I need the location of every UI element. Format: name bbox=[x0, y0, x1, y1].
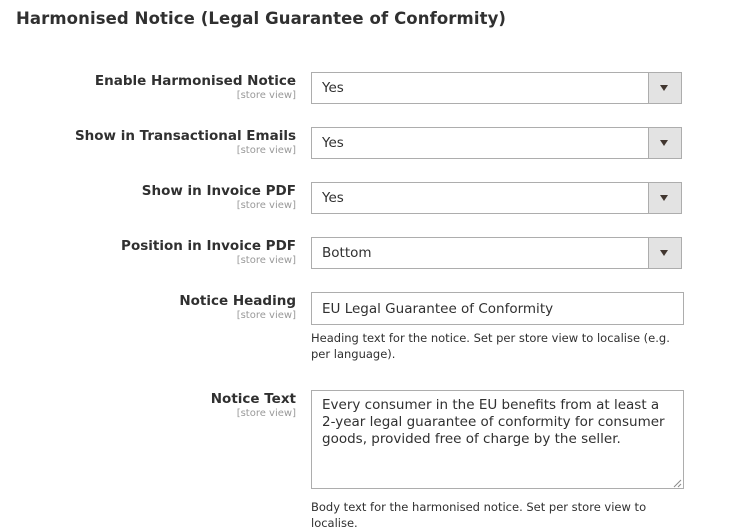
enable-notice-scope: [store view] bbox=[236, 90, 296, 101]
notice-text-label: Notice Text bbox=[210, 391, 296, 407]
pdf-position-scope: [store view] bbox=[236, 255, 296, 266]
transactional-emails-scope: [store view] bbox=[236, 145, 296, 156]
invoice-pdf-scope: [store view] bbox=[236, 200, 296, 211]
notice-text-textarea[interactable] bbox=[311, 390, 684, 489]
notice-heading-scope: [store view] bbox=[236, 310, 296, 321]
pdf-position-label-group bbox=[121, 238, 296, 267]
resize-grip-icon[interactable] bbox=[673, 479, 682, 488]
transactional-emails-select[interactable] bbox=[311, 127, 682, 159]
invoice-pdf-value: Yes bbox=[322, 190, 344, 206]
enable-notice-value: Yes bbox=[322, 80, 344, 96]
transactional-emails-dropdown-button[interactable] bbox=[648, 128, 681, 158]
enable-notice-label: Enable Harmonised Notice bbox=[94, 73, 296, 89]
pdf-position-select[interactable] bbox=[311, 237, 682, 269]
notice-heading-input[interactable] bbox=[311, 292, 684, 325]
invoice-pdf-select[interactable] bbox=[311, 182, 682, 214]
notice-text-note: Body text for the harmonised notice. Set per store view to localise. bbox=[311, 500, 647, 530]
section-title: Harmonised Notice (Legal Guarantee of Conformity) bbox=[16, 9, 507, 28]
chevron-down-icon bbox=[660, 85, 668, 91]
chevron-down-icon bbox=[660, 250, 668, 256]
transactional-emails-value: Yes bbox=[322, 135, 344, 151]
enable-notice-select[interactable] bbox=[311, 72, 682, 104]
notice-heading-note: Heading text for the notice. Set per store view to localise (e.g. per language). bbox=[311, 331, 670, 361]
invoice-pdf-label-group bbox=[142, 183, 296, 212]
notice-text-scope: [store view] bbox=[236, 408, 296, 419]
invoice-pdf-dropdown-button[interactable] bbox=[648, 183, 681, 213]
notice-text-label-group bbox=[211, 391, 296, 420]
transactional-emails-label-group bbox=[75, 128, 296, 157]
chevron-down-icon bbox=[660, 140, 668, 146]
pdf-position-label: Position in Invoice PDF bbox=[121, 238, 296, 254]
enable-notice-dropdown-button[interactable] bbox=[648, 73, 681, 103]
enable-notice-label-group bbox=[95, 73, 296, 102]
pdf-position-dropdown-button[interactable] bbox=[648, 238, 681, 268]
invoice-pdf-label: Show in Invoice PDF bbox=[141, 183, 296, 199]
notice-heading-label-group bbox=[179, 293, 296, 322]
notice-heading-label: Notice Heading bbox=[179, 293, 296, 309]
transactional-emails-label: Show in Transactional Emails bbox=[74, 128, 296, 144]
chevron-down-icon bbox=[660, 195, 668, 201]
pdf-position-value: Bottom bbox=[322, 245, 372, 261]
